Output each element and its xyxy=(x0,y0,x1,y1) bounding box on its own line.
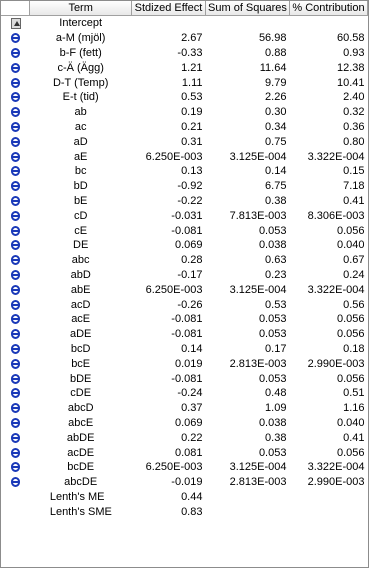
percent-contribution-cell: 0.18 xyxy=(343,342,365,355)
term-cell: a-M (mjöl) xyxy=(55,32,106,45)
table-row xyxy=(1,238,368,253)
table-row xyxy=(1,430,368,445)
percent-contribution-cell: 0.056 xyxy=(336,328,365,341)
term-cell: bc xyxy=(74,165,87,178)
term-cell: abcD xyxy=(67,402,94,415)
table-row xyxy=(1,253,368,268)
error-term-toggle-icon[interactable] xyxy=(11,226,20,236)
header-sum-of-squares[interactable]: Sum of Squares xyxy=(205,1,289,16)
stdized-effect-cell: -0.081 xyxy=(171,372,203,385)
term-cell: aDE xyxy=(69,328,92,341)
sum-of-squares-cell: 56.98 xyxy=(258,32,287,45)
stdized-effect-cell: 6.250E-003 xyxy=(145,461,203,474)
row-icon-cell[interactable] xyxy=(1,90,30,105)
row-icon-cell[interactable] xyxy=(1,120,30,135)
percent-contribution-cell: 3.322E-004 xyxy=(307,283,365,296)
percent-contribution-cell: 0.93 xyxy=(343,46,365,59)
term-cell: acD xyxy=(70,298,91,311)
table-row xyxy=(1,416,368,431)
row-icon-cell[interactable] xyxy=(1,46,30,61)
row-icon-cell[interactable] xyxy=(1,297,30,312)
table-row xyxy=(1,149,368,164)
table-row xyxy=(1,46,368,61)
percent-contribution-cell: 0.51 xyxy=(343,387,365,400)
error-term-toggle-icon[interactable] xyxy=(11,285,20,295)
stdized-effect-cell: -0.081 xyxy=(171,224,203,237)
percent-contribution-cell: 0.056 xyxy=(336,372,365,385)
sum-of-squares-cell: 0.88 xyxy=(265,46,287,59)
row-icon-cell[interactable] xyxy=(1,327,30,342)
percent-contribution-cell: 0.056 xyxy=(336,313,365,326)
term-cell: cDE xyxy=(70,387,92,400)
arrow-up-icon[interactable] xyxy=(11,18,21,29)
row-icon-cell[interactable] xyxy=(1,401,30,416)
stdized-effect-cell: 0.21 xyxy=(181,120,203,133)
row-icon-cell[interactable] xyxy=(1,430,30,445)
sum-of-squares-cell: 0.38 xyxy=(265,194,287,207)
row-icon-cell[interactable] xyxy=(1,194,30,209)
term-cell: abc xyxy=(71,254,90,267)
error-term-toggle-icon[interactable] xyxy=(11,374,20,384)
stdized-effect-cell: -0.019 xyxy=(171,476,203,489)
percent-contribution-cell: 0.32 xyxy=(343,106,365,119)
table-row xyxy=(1,342,368,357)
sum-of-squares-cell: 6.75 xyxy=(265,180,287,193)
term-cell: abcDE xyxy=(64,476,98,489)
percent-contribution-cell: 12.38 xyxy=(336,61,365,74)
error-term-toggle-icon[interactable] xyxy=(11,255,20,265)
table-row xyxy=(1,164,368,179)
sum-of-squares-cell: 3.125E-004 xyxy=(229,150,287,163)
error-term-toggle-icon[interactable] xyxy=(11,300,20,310)
header-stdized-effect[interactable]: Stdized Effect xyxy=(132,1,206,16)
error-term-toggle-icon[interactable] xyxy=(11,48,20,58)
error-term-toggle-icon[interactable] xyxy=(11,33,20,43)
row-icon-cell[interactable] xyxy=(1,356,30,371)
error-term-toggle-icon[interactable] xyxy=(11,462,20,472)
percent-contribution-cell: 3.322E-004 xyxy=(307,461,365,474)
sum-of-squares-cell: 2.813E-003 xyxy=(229,476,287,489)
row-icon-cell[interactable] xyxy=(1,342,30,357)
row-icon-cell[interactable] xyxy=(1,149,30,164)
term-cell: bD xyxy=(73,180,88,193)
stdized-effect-cell: -0.17 xyxy=(177,268,203,281)
percent-contribution-cell: 8.306E-003 xyxy=(307,209,365,222)
stdized-effect-cell: -0.031 xyxy=(171,209,203,222)
percent-contribution-cell: 1.16 xyxy=(343,402,365,415)
row-icon-cell[interactable] xyxy=(1,282,30,297)
stdized-effect-cell: -0.22 xyxy=(177,194,203,207)
term-cell: bcE xyxy=(71,357,91,370)
error-term-toggle-icon[interactable] xyxy=(11,433,20,443)
error-term-toggle-icon[interactable] xyxy=(11,196,20,206)
sum-of-squares-cell: 11.64 xyxy=(259,61,287,74)
table-row xyxy=(1,179,368,194)
term-cell: c-Ä (Ägg) xyxy=(57,61,104,74)
lenth-value: 0.44 xyxy=(181,490,203,503)
stdized-effect-cell: -0.24 xyxy=(177,387,203,400)
sum-of-squares-cell: 2.813E-003 xyxy=(229,357,287,370)
table-row xyxy=(1,386,368,401)
row-icon-cell[interactable] xyxy=(1,460,30,475)
error-term-toggle-icon[interactable] xyxy=(11,388,20,398)
sum-of-squares-cell: 0.14 xyxy=(265,165,287,178)
error-term-toggle-icon[interactable] xyxy=(11,63,20,73)
row-icon-cell[interactable] xyxy=(1,60,30,75)
error-term-toggle-icon[interactable] xyxy=(11,314,20,324)
row-icon-cell[interactable] xyxy=(1,475,30,490)
row-icon-cell[interactable] xyxy=(1,386,30,401)
stdized-effect-cell: -0.33 xyxy=(177,46,203,59)
percent-contribution-cell: 2.990E-003 xyxy=(307,476,365,489)
error-term-toggle-icon[interactable] xyxy=(11,240,20,250)
sum-of-squares-cell: 7.813E-003 xyxy=(229,209,287,222)
table-row xyxy=(1,475,368,490)
stdized-effect-cell: 6.250E-003 xyxy=(145,150,203,163)
stdized-effect-cell: 0.31 xyxy=(181,135,203,148)
percent-contribution-cell: 10.41 xyxy=(336,76,365,89)
lenth-row xyxy=(1,490,368,505)
table-row xyxy=(1,223,368,238)
sum-of-squares-cell: 9.79 xyxy=(265,76,287,89)
intercept-icon-cell[interactable] xyxy=(1,16,30,31)
error-term-toggle-icon[interactable] xyxy=(11,359,20,369)
table-row xyxy=(1,75,368,90)
row-icon-cell[interactable] xyxy=(1,208,30,223)
percent-contribution-cell: 7.18 xyxy=(343,180,365,193)
table-row xyxy=(1,134,368,149)
error-term-toggle-icon[interactable] xyxy=(11,166,20,176)
percent-contribution-cell: 0.41 xyxy=(343,431,365,444)
stdized-effect-cell: -0.92 xyxy=(177,180,203,193)
lenth-value: 0.83 xyxy=(181,505,203,518)
sum-of-squares-cell: 3.125E-004 xyxy=(229,283,287,296)
intercept-row xyxy=(1,16,368,31)
term-cell: acDE xyxy=(67,446,95,459)
percent-contribution-cell: 0.040 xyxy=(336,239,365,252)
percent-contribution-cell: 0.80 xyxy=(343,135,365,148)
term-cell: acE xyxy=(71,313,91,326)
error-term-toggle-icon[interactable] xyxy=(11,477,20,487)
row-icon-cell[interactable] xyxy=(1,238,30,253)
error-term-toggle-icon[interactable] xyxy=(11,152,20,162)
term-cell: DE xyxy=(73,239,89,252)
stdized-effect-cell: 2.67 xyxy=(181,32,203,45)
table-row xyxy=(1,90,368,105)
row-icon-cell[interactable] xyxy=(1,416,30,431)
sum-of-squares-cell: 0.75 xyxy=(265,135,287,148)
table-row xyxy=(1,445,368,460)
stdized-effect-cell: -0.081 xyxy=(171,328,203,341)
sum-of-squares-cell: 0.63 xyxy=(265,254,287,267)
term-cell: abD xyxy=(70,268,91,281)
percent-contribution-cell: 0.36 xyxy=(343,120,365,133)
sum-of-squares-cell: 0.053 xyxy=(258,446,287,459)
error-term-toggle-icon[interactable] xyxy=(11,211,20,221)
sum-of-squares-cell: 0.053 xyxy=(258,328,287,341)
stdized-effect-cell: 0.069 xyxy=(174,239,203,252)
row-icon-cell[interactable] xyxy=(1,371,30,386)
row-icon-cell[interactable] xyxy=(1,164,30,179)
error-term-toggle-icon[interactable] xyxy=(11,78,20,88)
error-term-toggle-icon[interactable] xyxy=(11,403,20,413)
row-icon-cell[interactable] xyxy=(1,75,30,90)
term-cell: ac xyxy=(74,120,87,133)
lenth-label: Lenth's ME xyxy=(49,490,105,503)
sum-of-squares-cell: 0.53 xyxy=(265,298,287,311)
error-term-toggle-icon[interactable] xyxy=(11,122,20,132)
term-cell: cD xyxy=(73,209,88,222)
stdized-effect-cell: 1.21 xyxy=(181,61,203,74)
table-row xyxy=(1,60,368,75)
error-term-toggle-icon[interactable] xyxy=(11,181,20,191)
row-icon-cell[interactable] xyxy=(1,31,30,46)
term-cell: abcE xyxy=(68,416,94,429)
term-cell: aE xyxy=(73,150,88,163)
error-term-toggle-icon[interactable] xyxy=(11,344,20,354)
row-icon-cell[interactable] xyxy=(1,105,30,120)
term-cell: b-F (fett) xyxy=(59,46,102,59)
sum-of-squares-cell: 0.038 xyxy=(258,416,287,429)
error-term-toggle-icon[interactable] xyxy=(11,418,20,428)
effects-table xyxy=(1,1,368,519)
table-row xyxy=(1,371,368,386)
row-icon-cell[interactable] xyxy=(1,445,30,460)
table-row xyxy=(1,268,368,283)
error-term-toggle-icon[interactable] xyxy=(11,329,20,339)
table-row xyxy=(1,105,368,120)
row-icon-cell[interactable] xyxy=(1,312,30,327)
error-term-toggle-icon[interactable] xyxy=(11,270,20,280)
header-term[interactable]: Term xyxy=(30,1,132,16)
error-term-toggle-icon[interactable] xyxy=(11,448,20,458)
term-cell: bDE xyxy=(69,372,92,385)
stdized-effect-cell: 0.13 xyxy=(181,165,203,178)
error-term-toggle-icon[interactable] xyxy=(11,107,20,117)
sum-of-squares-cell: 0.23 xyxy=(265,268,287,281)
table-row xyxy=(1,194,368,209)
header-row xyxy=(1,1,368,16)
sum-of-squares-cell: 0.34 xyxy=(265,120,287,133)
table-row xyxy=(1,356,368,371)
row-icon-cell[interactable] xyxy=(1,268,30,283)
table-row xyxy=(1,31,368,46)
header-percent-contribution[interactable]: % Contribution xyxy=(289,1,367,16)
row-icon-cell[interactable] xyxy=(1,253,30,268)
intercept-term: Intercept xyxy=(59,17,103,30)
sum-of-squares-cell: 0.30 xyxy=(265,106,287,119)
stdized-effect-cell: 0.19 xyxy=(181,106,203,119)
table-row xyxy=(1,460,368,475)
sum-of-squares-cell: 1.09 xyxy=(265,402,287,415)
percent-contribution-cell: 0.15 xyxy=(343,165,365,178)
percent-contribution-cell: 0.41 xyxy=(343,194,365,207)
term-cell: abE xyxy=(70,283,91,296)
term-cell: D-T (Temp) xyxy=(52,76,109,89)
term-cell: bcD xyxy=(70,342,91,355)
stdized-effect-cell: 6.250E-003 xyxy=(145,283,203,296)
sum-of-squares-cell: 0.48 xyxy=(265,387,287,400)
sum-of-squares-cell: 0.053 xyxy=(258,224,287,237)
term-cell: bcDE xyxy=(67,461,95,474)
table-row xyxy=(1,282,368,297)
percent-contribution-cell: 0.040 xyxy=(336,416,365,429)
percent-contribution-cell: 2.40 xyxy=(343,91,365,104)
percent-contribution-cell: 0.056 xyxy=(336,446,365,459)
stdized-effect-cell: 0.53 xyxy=(181,91,203,104)
lenth-row xyxy=(1,504,368,519)
term-cell: ab xyxy=(74,106,87,119)
stdized-effect-cell: -0.081 xyxy=(171,313,203,326)
percent-contribution-cell: 3.322E-004 xyxy=(307,150,365,163)
stdized-effect-cell: 0.28 xyxy=(181,254,203,267)
stdized-effect-cell: 0.22 xyxy=(181,431,203,444)
stdized-effect-cell: 0.37 xyxy=(181,402,203,415)
percent-contribution-cell: 2.990E-003 xyxy=(307,357,365,370)
percent-contribution-cell: 0.67 xyxy=(343,254,365,267)
table-row xyxy=(1,401,368,416)
term-cell: aD xyxy=(73,135,88,148)
table-row xyxy=(1,297,368,312)
table-row xyxy=(1,120,368,135)
sum-of-squares-cell: 0.038 xyxy=(258,239,287,252)
percent-contribution-cell: 0.24 xyxy=(343,268,365,281)
row-icon-cell[interactable] xyxy=(1,223,30,238)
sum-of-squares-cell: 0.053 xyxy=(258,313,287,326)
error-term-toggle-icon[interactable] xyxy=(11,92,20,102)
header-icon-column xyxy=(1,1,30,16)
percent-contribution-cell: 0.56 xyxy=(343,298,365,311)
stdized-effect-cell: -0.26 xyxy=(177,298,203,311)
term-cell: abDE xyxy=(66,431,95,444)
stdized-effect-cell: 0.069 xyxy=(174,416,203,429)
sum-of-squares-cell: 2.26 xyxy=(265,91,287,104)
error-term-toggle-icon[interactable] xyxy=(11,137,20,147)
percent-contribution-cell: 0.056 xyxy=(336,224,365,237)
table-row xyxy=(1,327,368,342)
percent-contribution-cell: 60.58 xyxy=(336,32,365,45)
term-cell: cE xyxy=(74,224,88,237)
stdized-effect-cell: 1.11 xyxy=(181,76,203,89)
stdized-effect-cell: 0.019 xyxy=(174,357,203,370)
sum-of-squares-cell: 0.17 xyxy=(265,342,287,355)
term-cell: E-t (tid) xyxy=(62,91,99,104)
stdized-effect-cell: 0.081 xyxy=(174,446,203,459)
lenth-label: Lenth's SME xyxy=(49,505,112,518)
table-row xyxy=(1,312,368,327)
term-cell: bE xyxy=(73,194,88,207)
sum-of-squares-cell: 0.053 xyxy=(258,372,287,385)
row-icon-cell[interactable] xyxy=(1,134,30,149)
row-icon-cell[interactable] xyxy=(1,179,30,194)
stdized-effect-cell: 0.14 xyxy=(181,342,203,355)
table-row xyxy=(1,208,368,223)
sum-of-squares-cell: 0.38 xyxy=(265,431,287,444)
sum-of-squares-cell: 3.125E-004 xyxy=(229,461,287,474)
